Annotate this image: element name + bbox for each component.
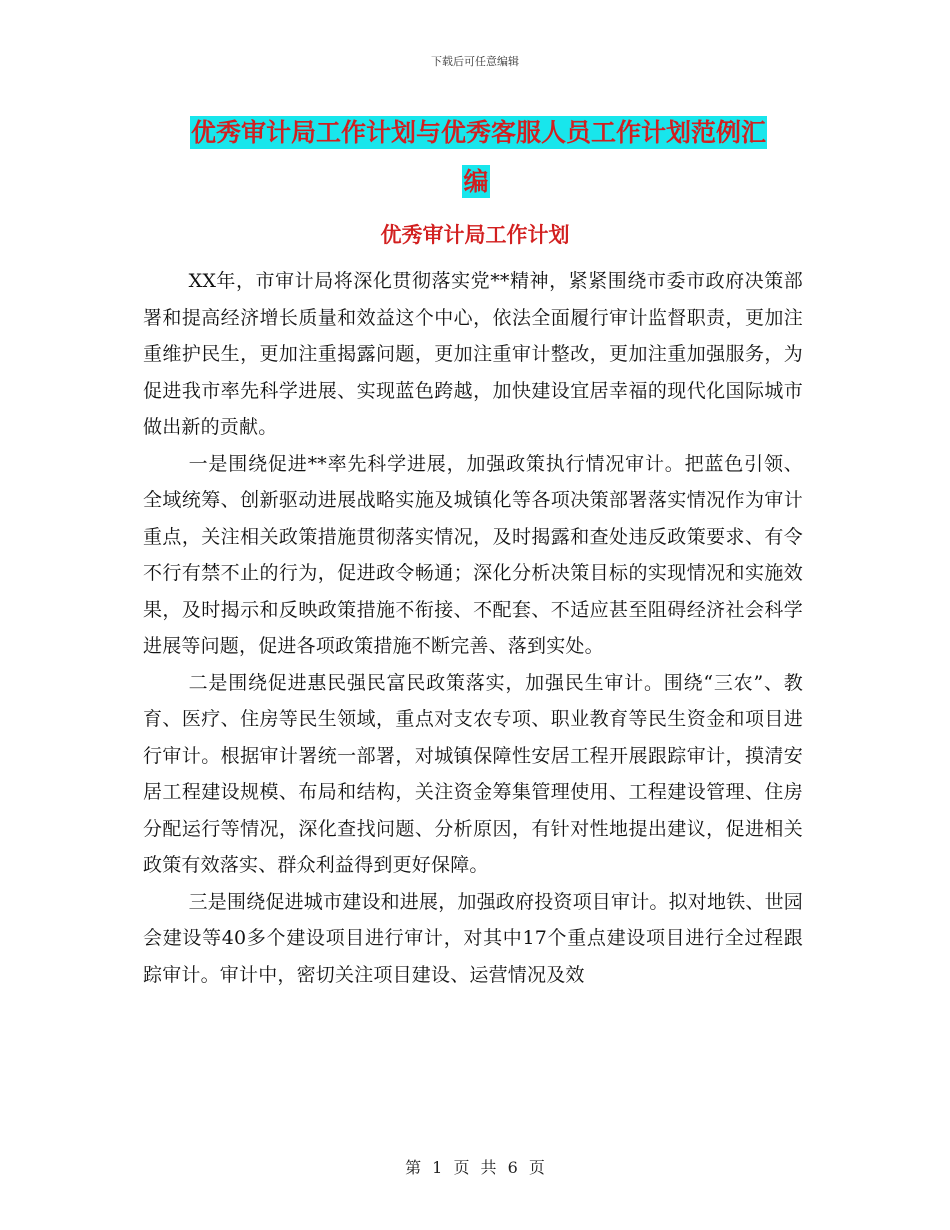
paragraph-three: 三是围绕促进城市建设和进展，加强政府投资项目审计。拟对地铁、世园会建设等40多个建设项目进行审计，对其中17个重点建设项目进行全过程跟踪审计。审计中，密切关注项目建设、运营情况及效 (143, 890, 803, 986)
title-highlight-2: 编 (463, 167, 489, 196)
paragraph-intro: XX年，市审计局将深化贯彻落实党**精神，紧紧围绕市委市政府决策部署和提高经济增长质量和效益这个中心，依法全面履行审计监督职责，更加注重维护民生，更加注重揭露问题，更加注重审计整改，更加注重加强服务，为促进我市率先科学进展、实现蓝色跨越，加快建设宜居幸福的现代化国际城市做出新的贡献。 (143, 270, 803, 438)
document-title (190, 108, 810, 206)
page-footer-number: 第 1 页 共 6 页 (405, 1158, 545, 1177)
paragraph-one: 一是围绕促进**率先科学进展，加强政策执行情况审计。把蓝色引领、全域统筹、创新驱动进展战略实施及城镇化等各项决策部署落实情况作为审计重点，关注相关政策措施贯彻落实情况，及时揭露和查处违反政策要求、有令不行有禁不止的行为，促进政令畅通；深化分析决策目标的实现情况和实施效果，及时揭示和反映政策措施不衔接、不配套、不适应甚至阻碍经济社会科学进展等问题，促进各项政策措施不断完善、落到实处。 (143, 452, 803, 657)
document-title-line-1 (190, 108, 810, 157)
document-title-line-2 (190, 157, 762, 206)
title-highlight-1: 优秀审计局工作计划与优秀客服人员工作计划范例汇 (191, 118, 767, 147)
page-header-note: 下载后可任意编辑 (431, 55, 519, 68)
section-heading: 优秀审计局工作计划 (380, 223, 570, 247)
paragraph-two: 二是围绕促进惠民强民富民政策落实，加强民生审计。围绕“三农”、教育、医疗、住房等民生领域，重点对支农专项、职业教育等民生资金和项目进行审计。根据审计署统一部署，对城镇保障性安居工程开展跟踪审计，摸清安居工程建设规模、布局和结构，关注资金筹集管理使用、工程建设管理、住房分配运行等情况，深化查找问题、分析原因，有针对性地提出建议，促进相关政策有效落实、群众利益得到更好保障。 (143, 671, 803, 876)
document-body (143, 263, 803, 993)
